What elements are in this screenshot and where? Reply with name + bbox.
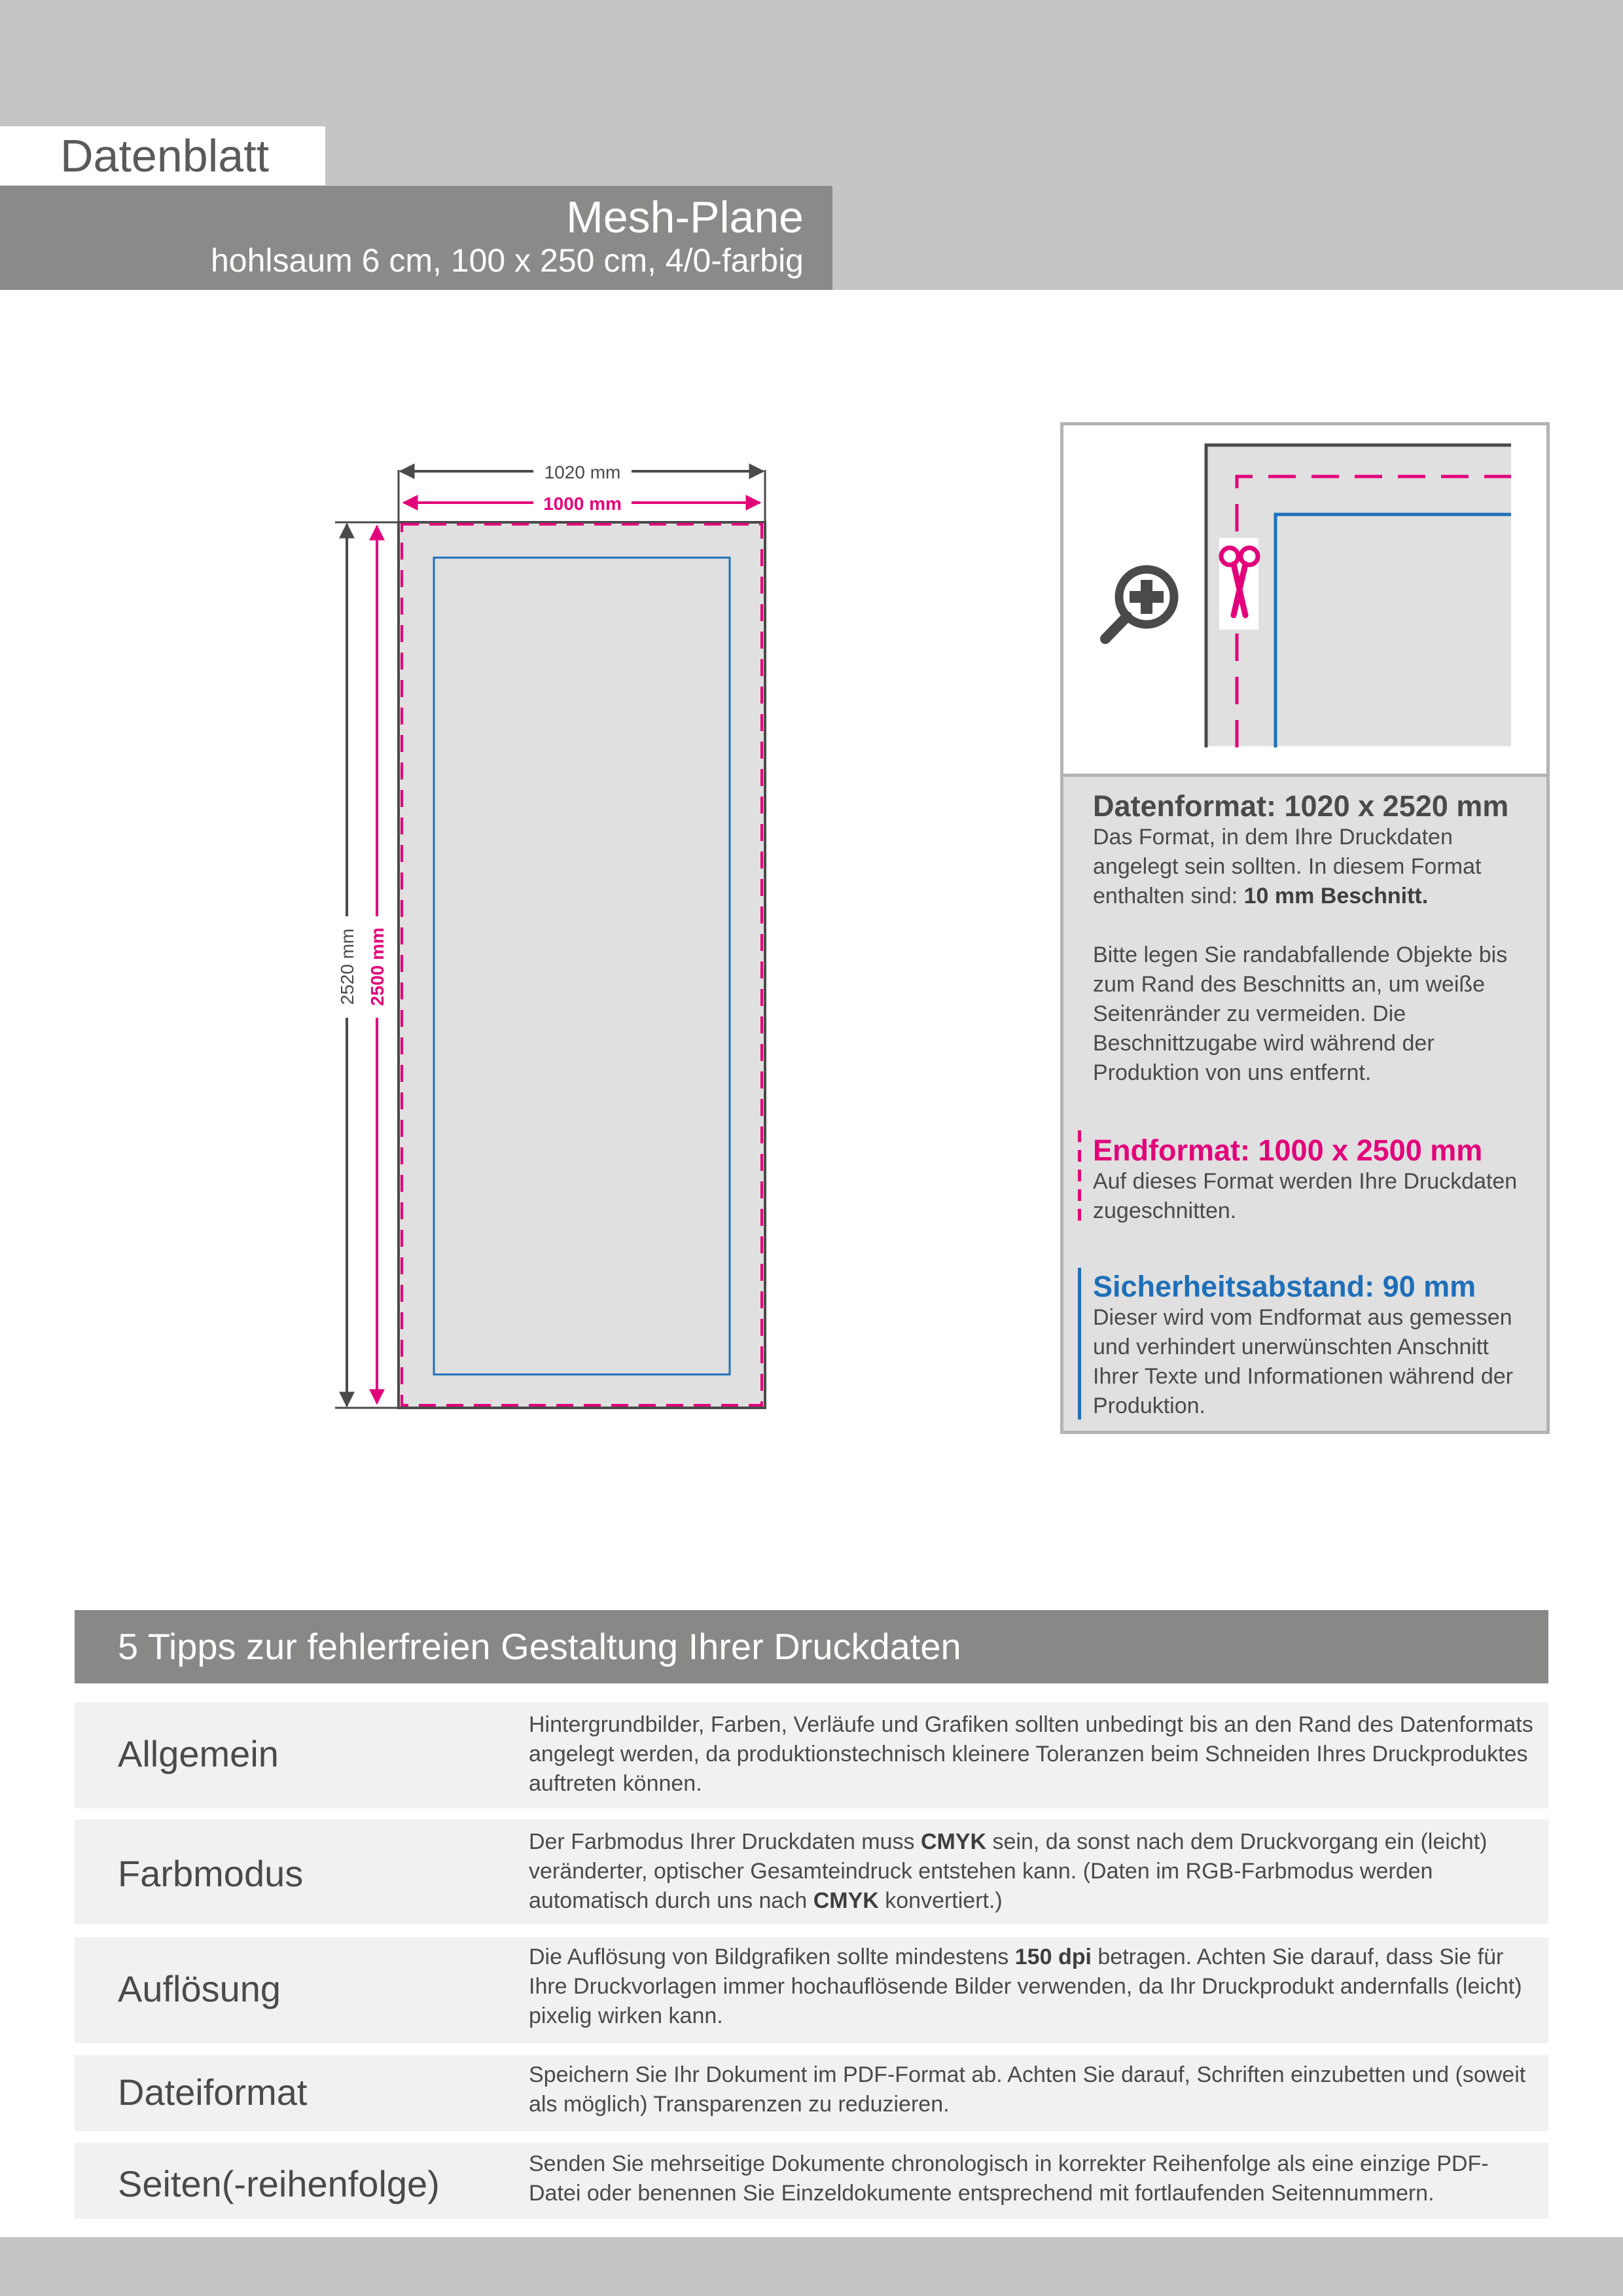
height-final-label: 2500 mm xyxy=(367,927,387,1006)
tips-title: 5 Tipps zur fehlerfreien Gestaltung Ihrer Druckdaten xyxy=(118,1626,961,1667)
tip-label: Dateiformat xyxy=(118,2072,308,2113)
datenformat-hint: Bitte legen Sie randabfallende Objekte bis zum Rand des Beschnitts an, um weiße Seitenränder zu vermeiden. Die Beschnittzugabe wird während der Produktion von uns entfernt. xyxy=(1093,942,1508,1085)
product-subtitle: hohlsaum 6 cm, 100 x 250 cm, 4/0-farbig xyxy=(210,242,804,279)
endformat-text: Auf dieses Format werden Ihre Druckdaten zugeschnitten. xyxy=(1093,1169,1518,1223)
tip-text: Senden Sie mehrseitige Dokumente chronologisch in korrekter Reihenfolge als eine einzige PDF-Datei oder benennen Sie Einzeldokumente entsprechend mit fortlaufenden Seitennummern. xyxy=(529,2151,1489,2206)
tips-header xyxy=(75,1610,1548,1683)
tip-row-farbmodus xyxy=(75,1820,1548,1924)
endformat-marker xyxy=(1078,1130,1081,1229)
tip-text: Die Auflösung von Bildgrafiken sollte mindestens 150 dpi betragen. Achten Sie darauf, dass Sie für Ihre Druckvorlagen immer hochauflösende Bilder verwenden, da Ihr Druckprodukt andernfalls (leicht) pixelig wirken kann. xyxy=(529,1945,1522,2028)
safety-marker xyxy=(1078,1268,1081,1420)
zoom-in-icon xyxy=(1105,569,1174,639)
info-box xyxy=(1060,422,1550,1434)
width-final-label: 1000 mm xyxy=(543,493,622,514)
scissors-icon xyxy=(1219,538,1258,630)
zoom-detail xyxy=(1063,425,1546,774)
tip-text: Hintergrundbilder, Farben, Verläufe und Grafiken sollten unbedingt bis an den Rand des Datenformats angelegt werden, da produktionstechnisch kleinere Toleranzen beim Schneiden Ihres Druckproduktes auftreten können. xyxy=(529,1712,1533,1796)
datenformat-title: Datenformat: 1020 x 2520 mm xyxy=(1093,789,1509,823)
safety-text: Dieser wird vom Endformat aus gemessen und verhindert unerwünschten Anschnitt Ihrer Texte und Informationen während der Produktion. xyxy=(1093,1305,1513,1418)
tip-row-aufloesung xyxy=(75,1937,1548,2043)
tip-label: Farbmodus xyxy=(118,1853,304,1894)
info-content xyxy=(1063,774,1546,1431)
safety-title: Sicherheitsabstand: 90 mm xyxy=(1093,1270,1476,1303)
width-data-label: 1020 mm xyxy=(544,462,621,482)
datasheet-label: Datenblatt xyxy=(60,130,270,181)
tip-row-allgemein xyxy=(75,1702,1548,1808)
height-data-label: 2520 mm xyxy=(337,928,357,1005)
tip-text: Der Farbmodus Ihrer Druckdaten muss CMYK sein, da sonst nach dem Druckvorgang ein (leicht) veränderter, optischer Gesamteindruck entstehen kann. (Daten im RGB-Farbmodus werden automatisch durch uns nach CMYK konvertiert.) xyxy=(529,1829,1488,1913)
data-format-area xyxy=(399,522,765,1408)
tip-label: Seiten(-reihenfolge) xyxy=(118,2163,440,2204)
tip-text: Speichern Sie Ihr Dokument im PDF-Format ab. Achten Sie darauf, Schriften einzubetten und (soweit als möglich) Transparenzen zu reduzieren. xyxy=(529,2062,1526,2117)
endformat-title: Endformat: 1000 x 2500 mm xyxy=(1093,1134,1483,1167)
tip-label: Allgemein xyxy=(118,1733,279,1774)
footer-band xyxy=(0,2237,1623,2296)
tip-row-seiten xyxy=(75,2143,1548,2219)
product-title: Mesh-Plane xyxy=(566,192,804,242)
datenformat-text: Das Format, in dem Ihre Druckdaten angelegt sein sollten. In diesem Format enthalten sind: 10 mm Beschnitt. xyxy=(1093,825,1482,908)
tip-row-dateiformat xyxy=(75,2055,1548,2131)
tip-label: Auflösung xyxy=(118,1968,281,2009)
